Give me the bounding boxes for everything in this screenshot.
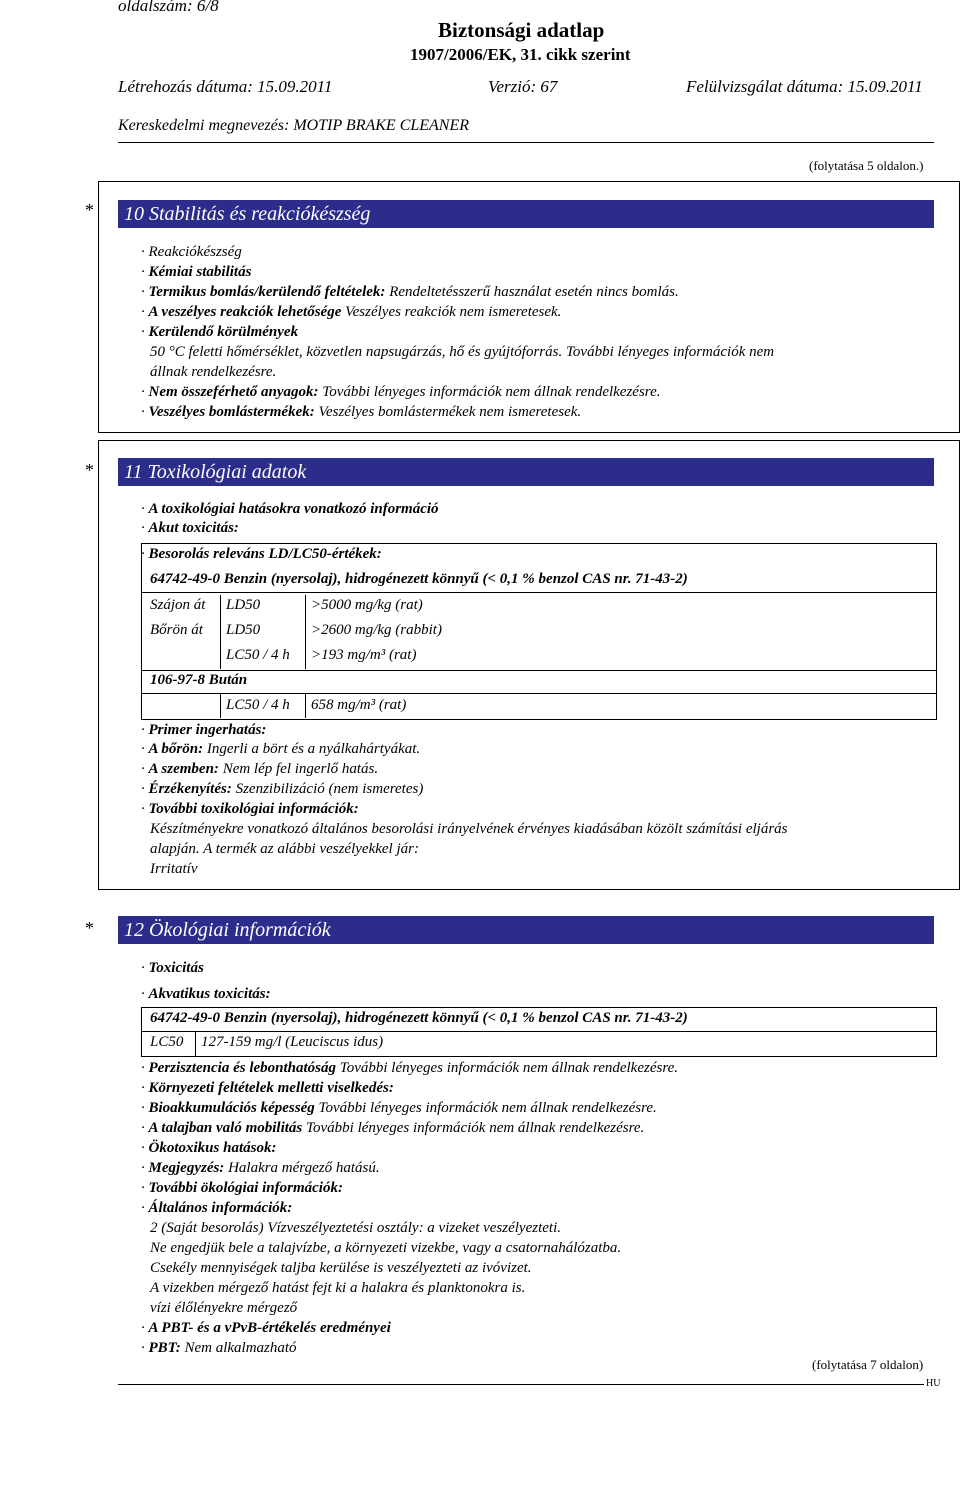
skin-effect: · A bőrön: Ingerli a bört és a nyálkahártyákat. [141, 741, 421, 757]
general-line-4: A vizekben mérgező hatást fejt ki a halakra és planktonokra is. [150, 1280, 526, 1296]
doc-subtitle: 1907/2006/EK, 31. cikk szerint [410, 45, 631, 64]
header-rule [118, 142, 934, 143]
language-code: HU [926, 1378, 941, 1389]
soil-mobility: · A talajban való mobilitás További lényeges információk nem állnak rendelkezésre. [141, 1120, 645, 1136]
table-divider [220, 595, 221, 669]
hazardous-reactions: · A veszélyes reakciók lehetősége Veszélyes reakciók nem ismeretesek. [141, 304, 562, 320]
section-11-title-bar [118, 458, 934, 486]
chemical-stability: · Kémiai stabilitás [141, 264, 252, 280]
trade-name: Kereskedelmi megnevezés: MOTIP BRAKE CLEANER [118, 117, 470, 134]
pbt-value: · PBT: Nem alkalmazható [141, 1340, 297, 1356]
eco-type-lc50: LC50 [150, 1034, 184, 1050]
avoid-line-2: állnak rendelkezésre. [150, 364, 277, 380]
review-date: Felülvizsgálat dátuma: 15.09.2011 [686, 77, 923, 96]
eco-substance-1: 64742-49-0 Benzin (nyersolaj), hidrogénezett könnyű (< 0,1 % benzol CAS nr. 71-43-2) [150, 1010, 688, 1026]
tox-info: · A toxikológiai hatásokra vonatkozó információ [141, 501, 439, 517]
general-info: · Általános információk: [141, 1200, 293, 1216]
eco-lc50-value: 127-159 mg/l (Leuciscus idus) [201, 1034, 384, 1050]
change-marker: * [85, 918, 94, 938]
further-tox-line-3: Irritatív [150, 861, 198, 877]
substance-1: 64742-49-0 Benzin (nyersolaj), hidrogénezett könnyű (< 0,1 % benzol CAS nr. 71-43-2) [150, 571, 688, 587]
table-divider [195, 1031, 196, 1056]
conditions-to-avoid: · Kerülendő körülmények [141, 324, 299, 340]
doc-title: Biztonsági adatlap [438, 18, 605, 42]
change-marker: * [85, 200, 94, 220]
further-tox-line-2: alapján. A termék az alábbi veszélyekkel jár: [150, 841, 419, 857]
table-rule [141, 670, 937, 671]
footer-rule [118, 1384, 934, 1385]
eye-effect: · A szemben: Nem lép fel ingerlő hatás. [141, 761, 379, 777]
incompatible-materials: · Nem összeférhető anyagok: További lényeges információk nem állnak rendelkezésre. [141, 384, 661, 400]
change-marker: * [85, 460, 94, 480]
further-tox-info: · További toxikológiai információk: [141, 801, 359, 817]
ecotoxic-effects: · Ökotoxikus hatások: [141, 1140, 277, 1156]
continued-to: (folytatása 7 oldalon) [812, 1357, 924, 1372]
avoid-line-1: 50 °C feletti hőmérséklet, közvetlen napsugárzás, hő és gyújtóforrás. További lényeges információk nem [150, 344, 775, 360]
toxicity: · Toxicitás [141, 960, 204, 976]
route-dermal: Bőrön át [150, 622, 203, 638]
value-inhal: >193 mg/m³ (rat) [311, 647, 417, 663]
general-line-2: Ne engedjük bele a talajvízbe, a környezeti vizekbe, vagy a csatornahálózatba. [150, 1240, 622, 1256]
value-dermal: >2600 mg/kg (rabbit) [311, 622, 442, 638]
table-divider [305, 693, 306, 718]
reactivity: · Reakciókészség [141, 244, 242, 260]
value-oral: >5000 mg/kg (rat) [311, 597, 423, 613]
type-lc50: LC50 / 4 h [226, 647, 290, 663]
table-rule [141, 1031, 937, 1032]
section-10-title-bar [118, 200, 934, 228]
table-divider [220, 693, 221, 718]
section-10-title: 10 Stabilitás és reakciókészség [124, 202, 371, 225]
table-rule [141, 592, 937, 593]
sensitisation: · Érzékenyítés: Szenzibilizáció (nem ismeretes) [141, 781, 424, 797]
acute-toxicity: · Akut toxicitás: [141, 520, 239, 536]
persistence: · Perzisztencia és lebonthatóság További lényeges információk nem állnak rendelkezésre. [141, 1060, 679, 1076]
thermal-decomposition: · Termikus bomlás/kerülendő feltételek: Rendeltetésszerű használat esetén nincs bomlás. [141, 284, 679, 300]
bioaccumulation: · Bioakkumulációs képesség További lényeges információk nem állnak rendelkezésre. [141, 1100, 657, 1116]
type-lc50-butane: LC50 / 4 h [226, 697, 290, 713]
created-date: Létrehozás dátuma: 15.09.2011 [118, 77, 333, 96]
table-divider [305, 595, 306, 669]
general-line-3: Csekély mennyiségek taljba kerülése is veszélyezteti az ivóvizet. [150, 1260, 532, 1276]
general-line-5: vízi élőlényekre mérgező [150, 1300, 298, 1316]
further-tox-line-1: Készítményekre vonatkozó általános besorolási irányelvének érvényes kiadásában közölt számítási eljárás [150, 821, 788, 837]
eco-note: · Megjegyzés: Halakra mérgező hatású. [141, 1160, 380, 1176]
substance-2: 106-97-8 Bután [150, 672, 248, 688]
primary-irritation: · Primer ingerhatás: [141, 722, 267, 738]
route-oral: Szájon át [150, 597, 206, 613]
continued-from: (folytatása 5 oldalon.) [809, 158, 924, 173]
section-11-title: 11 Toxikológiai adatok [124, 460, 307, 483]
general-line-1: 2 (Saját besorolás) Vízveszélyeztetési osztály: a vizeket veszélyezteti. [150, 1220, 561, 1236]
type-ld50: LD50 [226, 622, 261, 638]
pbt-results: · A PBT- és a vPvB-értékelés eredményei [141, 1320, 391, 1336]
decomposition-products: · Veszélyes bomlástermékek: Veszélyes bomlástermékek nem ismeretesek. [141, 404, 582, 420]
classification-label: · Besorolás releváns LD/LC50-értékek: [141, 546, 382, 562]
aquatic-toxicity: · Akvatikus toxicitás: [141, 986, 271, 1002]
environment-behaviour: · Környezeti feltételek melletti viselkedés: [141, 1080, 394, 1096]
type-ld50: LD50 [226, 597, 261, 613]
section-12-title: 12 Ökológiai információk [124, 918, 331, 941]
table-rule [141, 693, 937, 694]
page-number: oldalszám: 6/8 [118, 0, 219, 15]
version: Verzió: 67 [488, 77, 558, 96]
value-butane: 658 mg/m³ (rat) [311, 697, 407, 713]
further-eco-info: · További ökológiai információk: [141, 1180, 343, 1196]
section-12-title-bar [118, 916, 934, 944]
